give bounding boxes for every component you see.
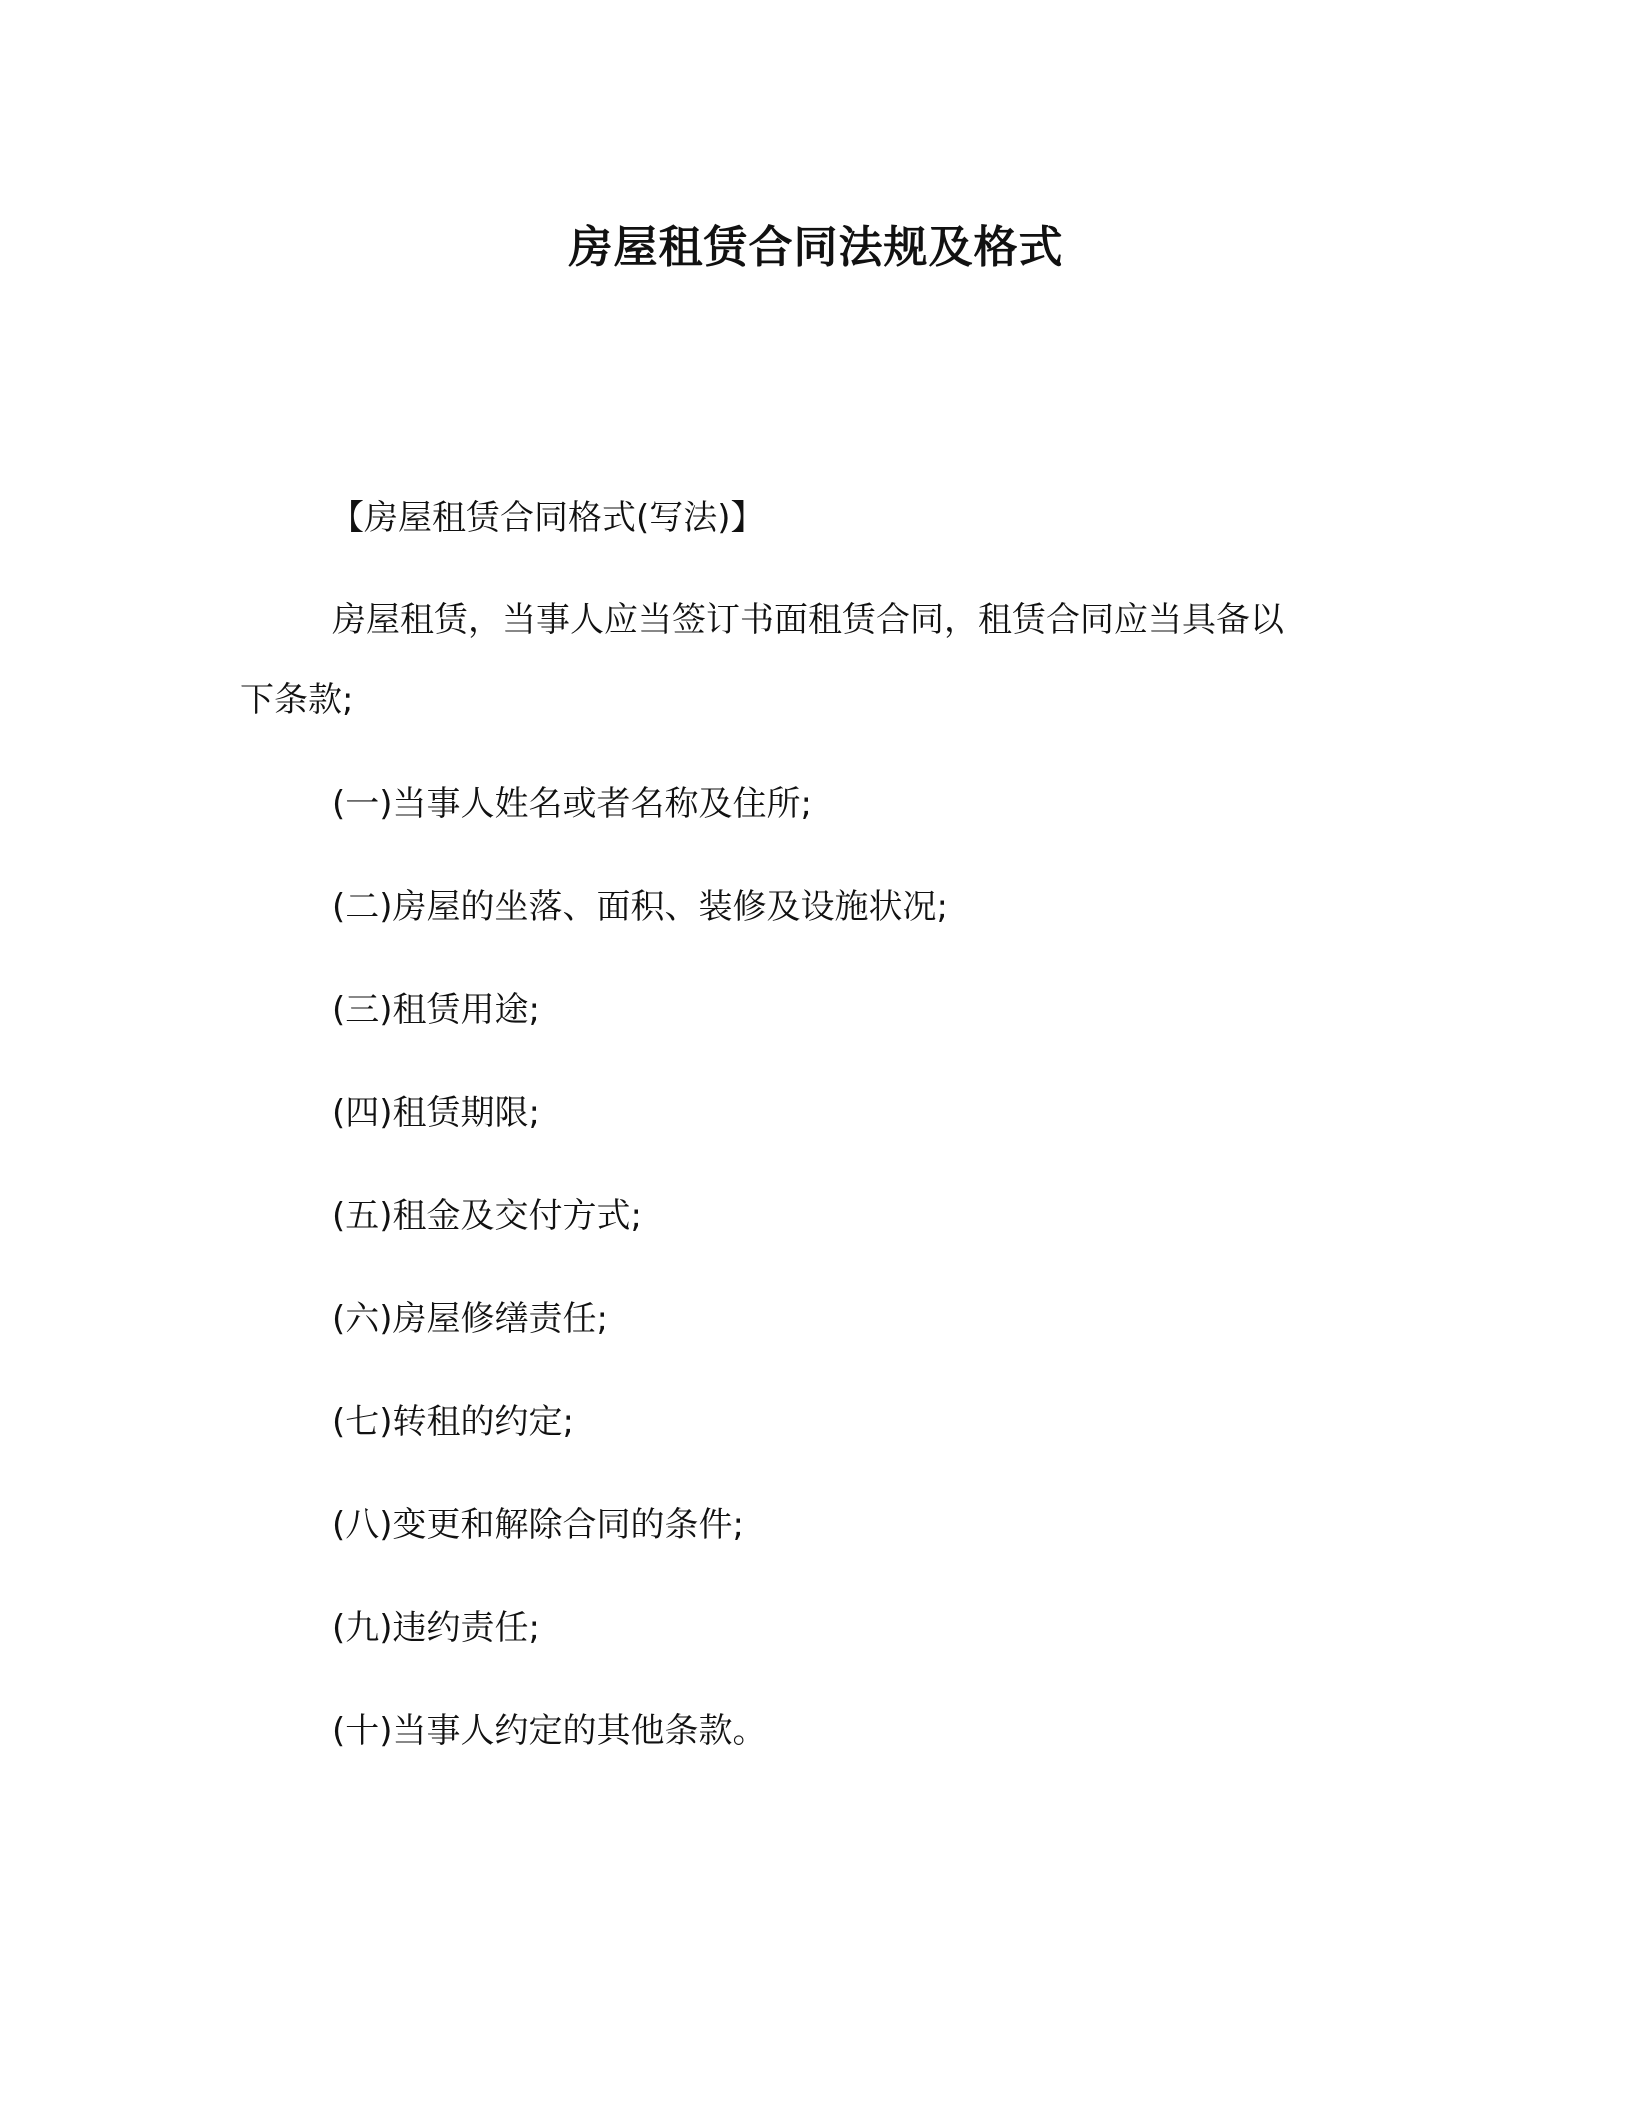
intro-paragraph-line-2: 下条款; xyxy=(240,680,354,720)
clause-item-8: (八)变更和解除合同的条件; xyxy=(332,1505,744,1545)
clause-item-5: (五)租金及交付方式; xyxy=(332,1196,642,1236)
clause-item-6: (六)房屋修缮责任; xyxy=(332,1299,608,1339)
clause-item-3: (三)租赁用途; xyxy=(332,990,540,1030)
clause-item-10: (十)当事人约定的其他条款。 xyxy=(332,1711,767,1751)
clause-item-7: (七)转租的约定; xyxy=(332,1402,574,1442)
clause-item-2: (二)房屋的坐落、面积、装修及设施状况; xyxy=(332,887,948,927)
intro-paragraph-line-1: 房屋租赁，当事人应当签订书面租赁合同，租赁合同应当具备以 xyxy=(332,600,1284,640)
section-heading: 【房屋租赁合同格式(写法)】 xyxy=(330,498,765,538)
clause-item-9: (九)违约责任; xyxy=(332,1608,540,1648)
clause-item-1: (一)当事人姓名或者名称及住所; xyxy=(332,784,812,824)
document-title: 房屋租赁合同法规及格式 xyxy=(568,222,1064,273)
clause-item-4: (四)租赁期限; xyxy=(332,1093,540,1133)
